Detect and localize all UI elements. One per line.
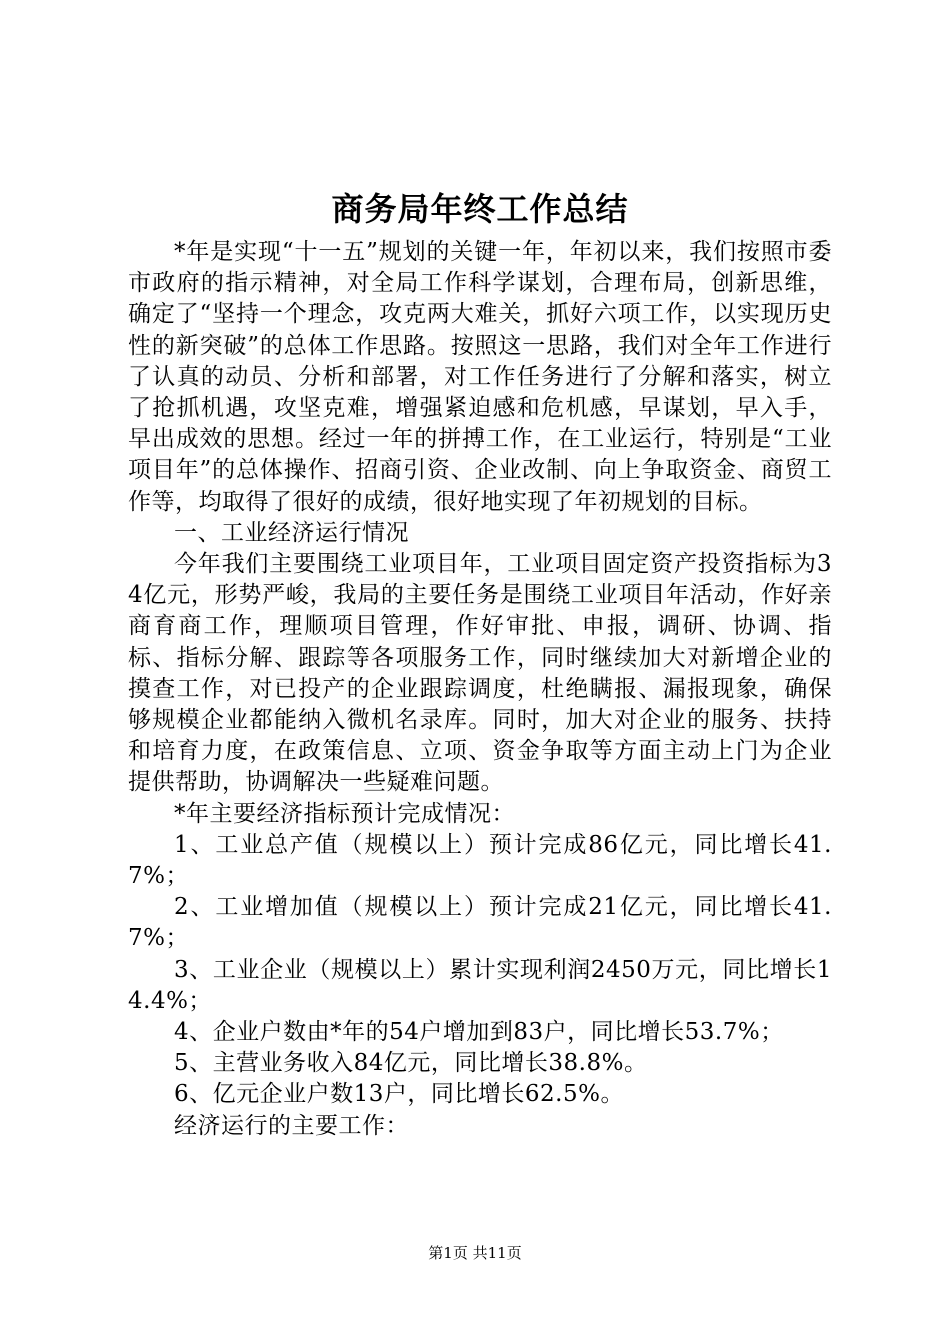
list-item-large-enterprises: 6、亿元企业户数13户，同比增长62.5%。 bbox=[174, 1081, 624, 1108]
list-item-profit: 3、工业企业（规模以上）累计实现利润2450万元，同比增长14.4%； bbox=[128, 956, 832, 1014]
list-item-enterprise-count: 4、企业户数由*年的54户增加到83户，同比增长53.7%； bbox=[174, 1019, 784, 1046]
section-heading-industrial-economy: 一、工业经济运行情况 bbox=[174, 519, 409, 546]
paragraph-industrial-projects: 今年我们主要围绕工业项目年，工业项目固定资产投资指标为34亿元，形势严峻，我局的主要任务是围绕工业项目年活动，作好亲商育商工作，理顺项目管理，作好审批、申报，调研、协调、指标、指标分解、跟踪等各项服务工作，同时继续加大对新增企业的摸查工作，对已投产的企业跟踪调度，杜绝瞒报、漏报现象，确保够规模企业都能纳入微机名录库。同时，加大对企业的服务、扶持和培育力度，在政策信息、立项、资金争取等方面主动上门为企业提供帮助，协调解决一些疑难问题。 bbox=[128, 551, 832, 796]
paragraph-main-work-heading: 经济运行的主要工作： bbox=[174, 1112, 409, 1139]
list-item-business-income: 5、主营业务收入84亿元，同比增长38.8%。 bbox=[174, 1050, 648, 1077]
paragraph-intro: *年是实现“十一五”规划的关键一年，年初以来，我们按照市委市政府的指示精神，对全局工作科学谋划，合理布局，创新思维，确定了“坚持一个理念，攻克两大难关，抓好六项工作，以实现历史性的新突破”的总体工作思路。按照这一思路，我们对全年工作进行了认真的动员、分析和部署，对工作任务进行了分解和落实，树立了抢抓机遇，攻坚克难，增强紧迫感和危机感，早谋划，早入手，早出成效的思想。经过一年的拼搏工作，在工业运行，特别是“工业项目年”的总体操作、招商引资、企业改制、向上争取资金、商贸工作等，均取得了很好的成绩，很好地实现了年初规划的目标。 bbox=[128, 239, 832, 515]
document-page bbox=[128, 180, 832, 1142]
page-footer: 第1页 共11页 bbox=[428, 1244, 522, 1262]
document-title: 商务局年终工作总结 bbox=[331, 190, 629, 228]
list-item-added-value: 2、工业增加值（规模以上）预计完成21亿元，同比增长41.7%； bbox=[128, 894, 832, 952]
paragraph-indicators-heading: *年主要经济指标预计完成情况： bbox=[174, 800, 515, 827]
list-item-output-value: 1、工业总产值（规模以上）预计完成86亿元，同比增长41.7%； bbox=[128, 831, 832, 890]
